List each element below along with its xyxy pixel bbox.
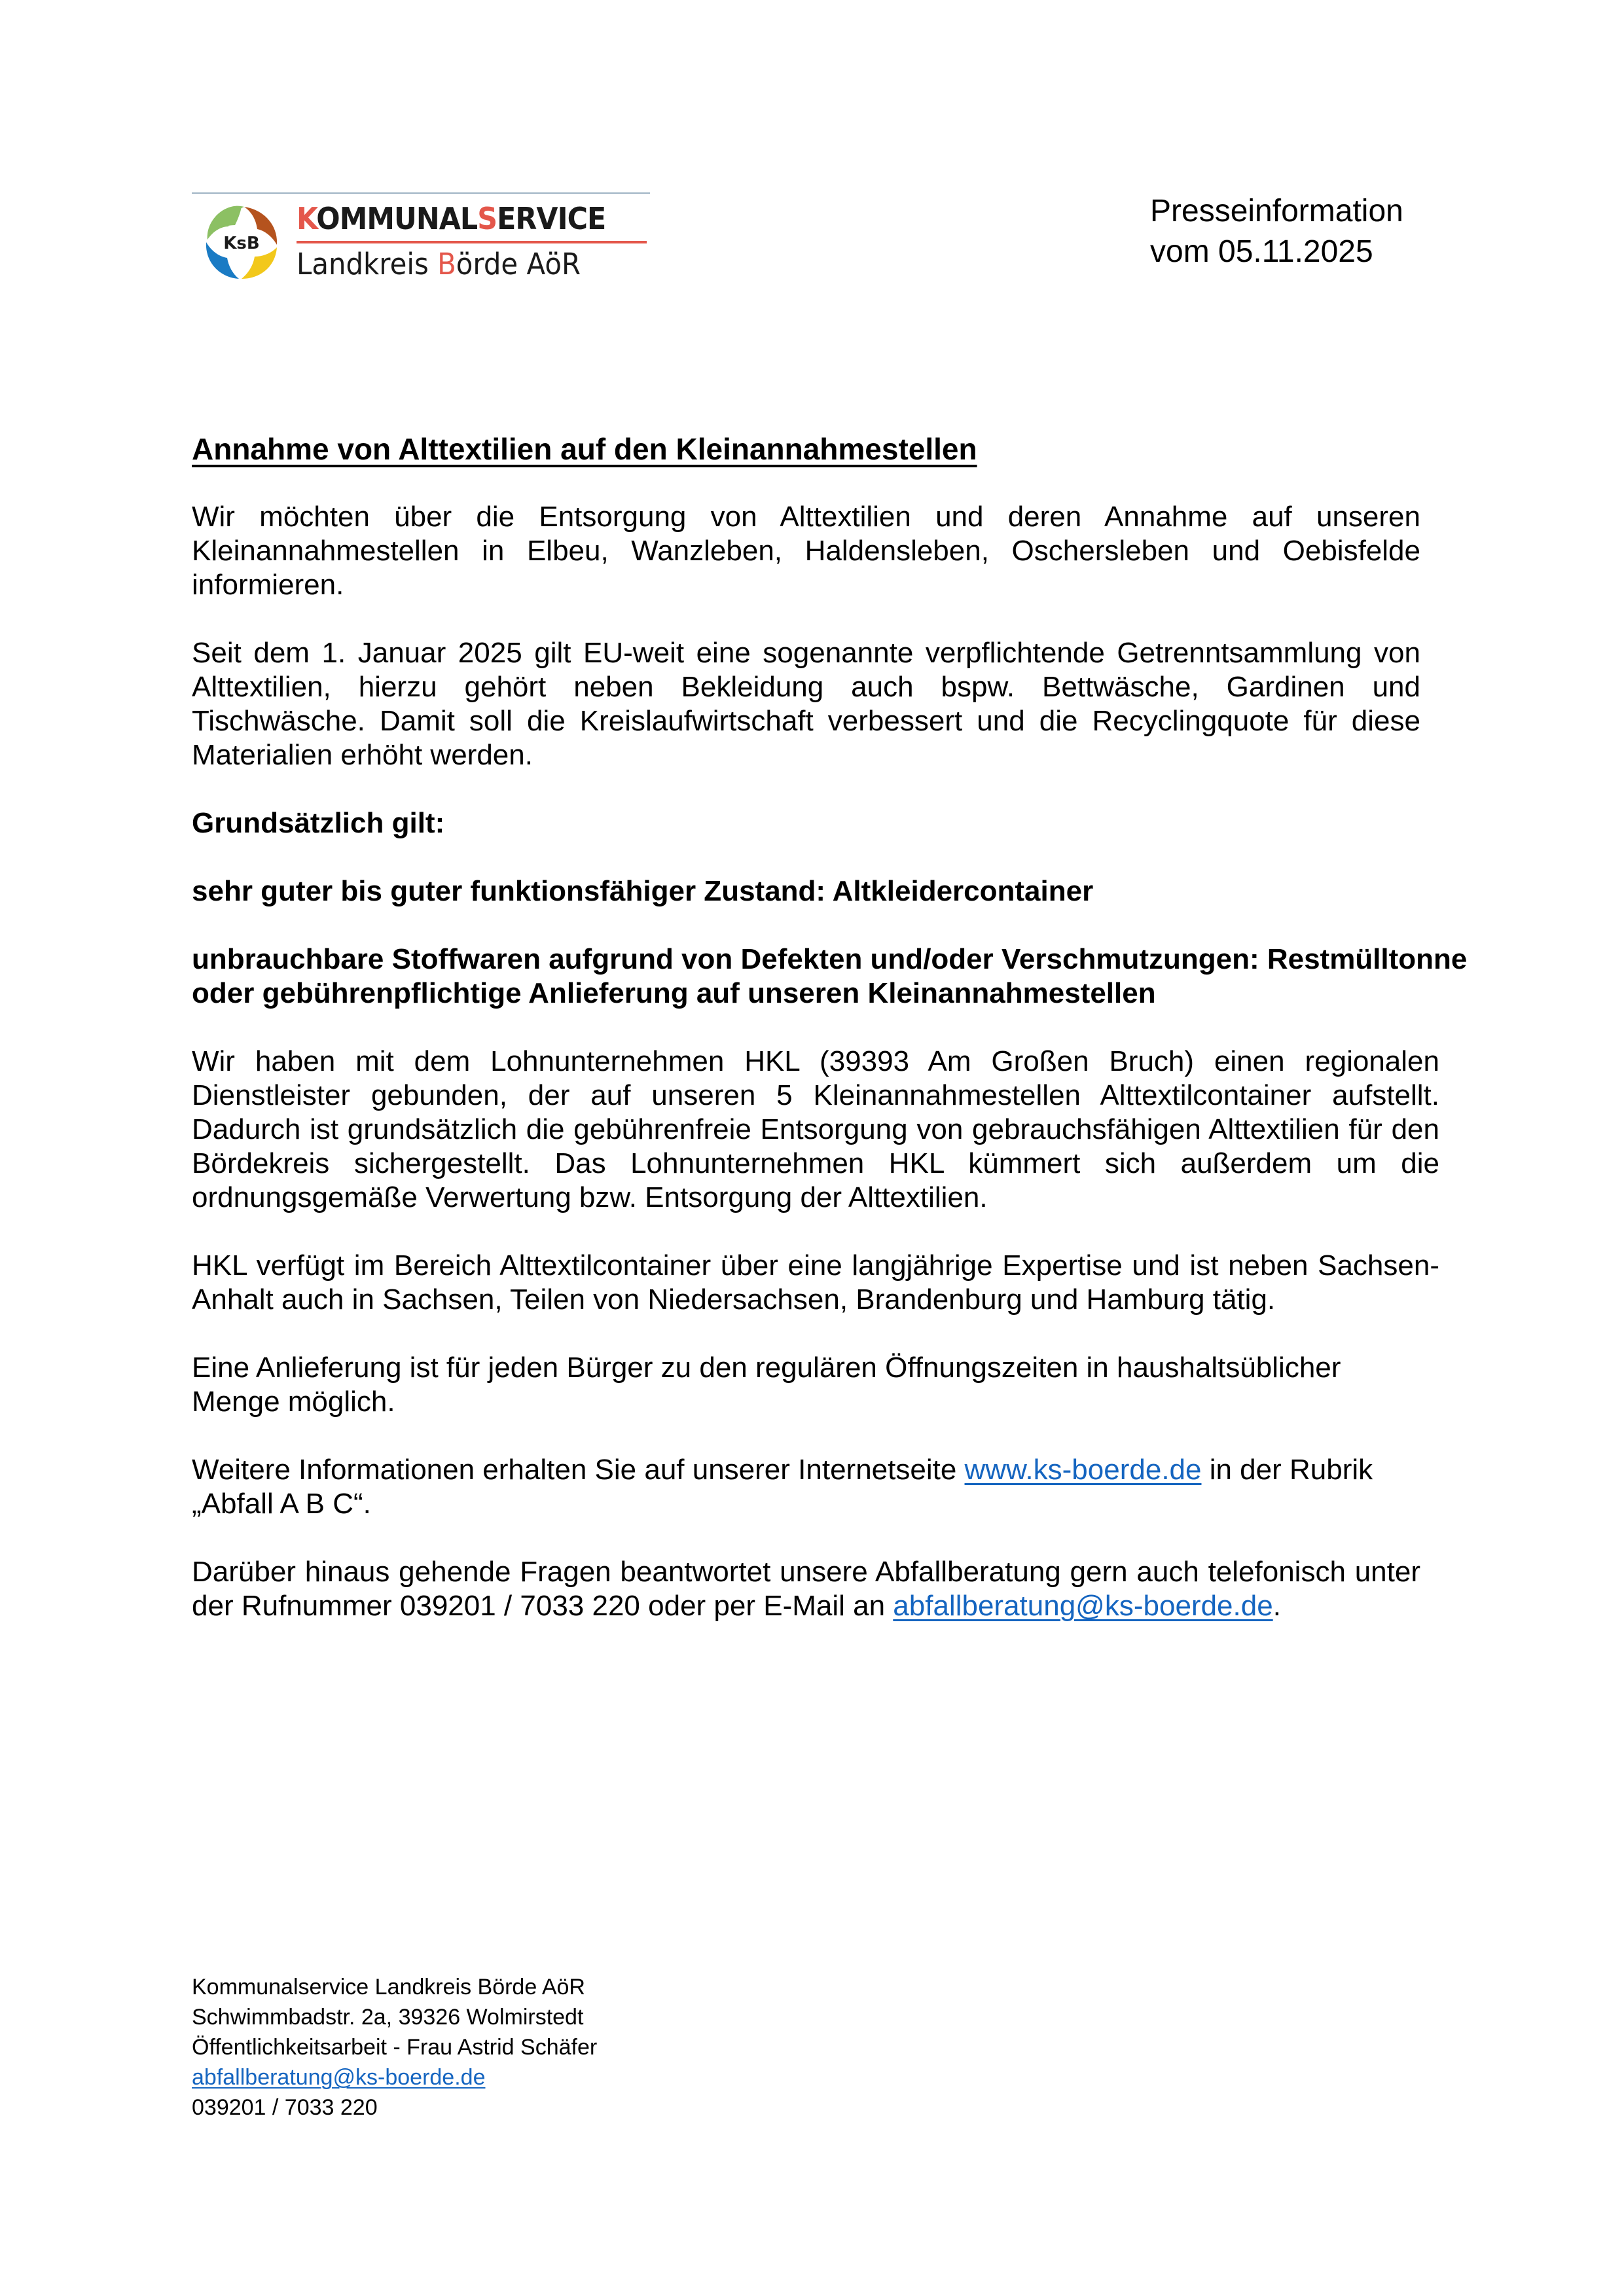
logo-text-part: Landkreis [297, 247, 438, 281]
rule-unusable: unbrauchbare Stoffwaren aufgrund von Defekten und/oder Verschmutzungen: Restmülltonne oder gebührenpflichtige Anlieferung auf unseren Kleinannahmestellen [192, 943, 1468, 1009]
footer-department: Öffentlichkeitsarbeit - Frau Astrid Schäfer [192, 2035, 598, 2060]
logo-wordmark [297, 200, 650, 281]
regulation-paragraph: Seit dem 1. Januar 2025 gilt EU-weit eine sogenannte verpflichtende Getrenntsammlung von Alttextilien, hierzu gehört neben Bekleidung auch bspw. Bettwäsche, Gardinen und Tischwäsche. Damit soll die Kreislaufwirtschaft verbessert und die Recyclingquote für diese Materialien erhöht werden. [192, 637, 1420, 771]
logo-text-part: OMMUNAL [316, 201, 478, 236]
email-link[interactable]: abfallberatung@ks-boerde.de [893, 1590, 1273, 1622]
company-logo [192, 192, 650, 291]
logo-text-part: ERVICE [497, 201, 606, 236]
logo-red-rule [297, 241, 647, 243]
logo-top-rule [192, 192, 650, 194]
web-info-text: Weitere Informationen erhalten Sie auf unserer Internetseite [192, 1454, 965, 1486]
press-info-block [1150, 191, 1403, 272]
rule-good-condition: sehr guter bis guter funktionsfähiger Zustand: Altkleidercontainer [192, 875, 1094, 907]
press-info-label: Presseinformation [1150, 194, 1403, 228]
hkl-paragraph: Wir haben mit dem Lohnunternehmen HKL (39393 Am Großen Bruch) einen regionalen Dienstleister gebunden, der auf unseren 5 Kleinannahmestellen Alttextilcontainer aufstellt. Dadurch ist grundsätzlich die gebührenfreie Entsorgung von gebrauchsfähigen Alttextilien für den Bördekreis sichergestellt. Das Lohnunternehmen HKL kümmert sich außerdem um die ordnungsgemäße Verwertung bzw. Entsorgung der Alttextilien. [192, 1045, 1439, 1213]
logo-subtitle [297, 247, 625, 281]
document-body [192, 432, 1468, 1657]
web-info-text-end: in der Rubrik „Abfall A B C“. [192, 1454, 1373, 1520]
logo-accent-letter: K [297, 201, 317, 236]
rules-heading: Grundsätzlich gilt: [192, 807, 445, 839]
website-link[interactable]: www.ks-boerde.de [964, 1454, 1202, 1486]
contact-text-end: . [1272, 1590, 1281, 1622]
logo-accent-letter: B [437, 247, 456, 281]
logo-company-name [297, 200, 625, 237]
contact-text: Darüber hinaus gehende Fragen beantwortet unsere Abfallberatung gern auch telefonisch unter der Rufnummer 039201 / 7033 220 oder per E-Mail an [192, 1556, 1420, 1622]
hkl-expertise-paragraph: HKL verfügt im Bereich Alttextilcontainer über eine langjährige Expertise und ist neben Sachsen-Anhalt auch in Sachsen, Teilen von Niedersachsen, Brandenburg und Hamburg tätig. [192, 1249, 1439, 1316]
footer-contact-block [192, 1972, 597, 2123]
document-title: Annahme von Alttextilien auf den Kleinannahmestellen [192, 432, 977, 466]
press-info-date: vom 05.11.2025 [1150, 234, 1373, 269]
logo-mark-text: KsB [223, 234, 260, 253]
web-info-paragraph [192, 1453, 1420, 1521]
logo-text-part: örde AöR [456, 247, 581, 281]
delivery-paragraph: Eine Anlieferung ist für jeden Bürger zu den regulären Öffnungszeiten in haushaltsüblicher Menge möglich. [192, 1352, 1341, 1418]
footer-org-name: Kommunalservice Landkreis Börde AöR [192, 1975, 585, 2000]
footer-phone: 039201 / 7033 220 [192, 2095, 378, 2120]
intro-paragraph: Wir möchten über die Entsorgung von Alttextilien und deren Annahme auf unseren Kleinannahmestellen in Elbeu, Wanzleben, Haldensleben, Oschersleben und Oebisfelde informieren. [192, 501, 1420, 601]
contact-paragraph [192, 1555, 1420, 1623]
ksb-swirl-logo-icon [201, 202, 282, 283]
footer-address: Schwimmbadstr. 2a, 39326 Wolmirstedt [192, 2005, 584, 2030]
footer-email-link[interactable]: abfallberatung@ks-boerde.de [192, 2065, 486, 2090]
logo-accent-letter: S [477, 201, 497, 236]
